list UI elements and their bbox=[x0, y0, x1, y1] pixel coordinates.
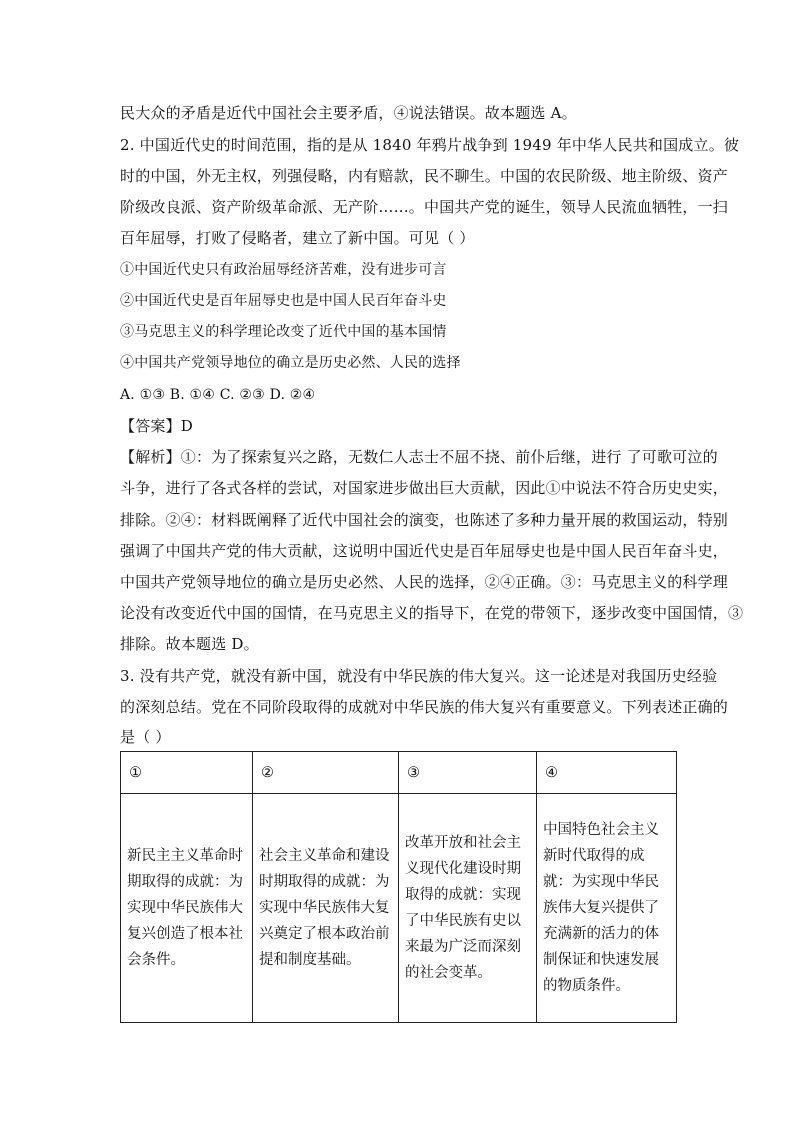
table-cell-3-text: 改革开放和社会主义现代化建设时期取得的成就：实现了中华民族有史以来最为广泛而深刻的社会变革。 bbox=[405, 835, 521, 981]
table-cell-3 bbox=[399, 794, 537, 1023]
question-3-stem-line-3: 是（ ） bbox=[120, 728, 171, 746]
options-table bbox=[120, 751, 677, 1023]
question-2-option-2: ②中国近代史是百年屈辱史也是中国人民百年奋斗史 bbox=[120, 293, 447, 309]
table-header-cell-2: ② bbox=[253, 752, 399, 794]
analysis-line-3: 排除。②④：材料既阐释了近代中国社会的演变，也陈述了多种力量开展的救国运动，特别 bbox=[120, 511, 729, 529]
question-2-option-1: ①中国近代史只有政治屈辱经济苦难，没有进步可言 bbox=[120, 262, 447, 278]
analysis-line-4: 强调了中国共产党的伟大贡献，这说明中国近代史是百年屈辱史也是中国人民百年奋斗史， bbox=[120, 542, 729, 560]
question-2-option-4: ④中国共产党领导地位的确立是历史必然、人民的选择 bbox=[120, 355, 461, 371]
table-cell-2-text: 社会主义革命和建设时期取得的成就：为实现中华民族伟大复兴奠定了根本政治前提和制度基础。 bbox=[259, 848, 390, 968]
question-2-answer: 【答案】D bbox=[120, 417, 194, 435]
question-2-stem-line-3: 阶级改良派、资产阶级革命派、无产阶……。中国共产党的诞生，领导人民流血牺牲，一扫 bbox=[120, 198, 729, 216]
analysis-line-1: 【解析】①：为了探索复兴之路，无数仁人志士不屈不挠、前仆后继，进行 了可歌可泣的 bbox=[120, 448, 718, 466]
question-2-stem-line-1: 2. 中国近代史的时间范围，指的是从 1840 年鸦片战争到 1949 年中华人民共和国成立。彼 bbox=[120, 136, 740, 154]
table-cell-2 bbox=[253, 794, 399, 1023]
table-header-cell-4: ④ bbox=[537, 752, 677, 794]
table-header-row bbox=[121, 752, 677, 794]
table-row bbox=[121, 794, 677, 1023]
analysis-line-5: 中国共产党领导地位的确立是历史必然、人民的选择，②④正确。③：马克思主义的科学理 bbox=[120, 573, 729, 591]
analysis-line-2: 斗争，进行了各式各样的尝试，对国家进步做出巨大贡献，因此①中说法不符合历史史实， bbox=[120, 479, 729, 497]
table-header-cell-1: ① bbox=[121, 752, 253, 794]
question-2-option-3: ③马克思主义的科学理论改变了近代中国的基本国情 bbox=[120, 324, 447, 340]
table-cell-1 bbox=[121, 794, 253, 1023]
question-2-stem-line-4: 百年屈辱，打败了侵略者，建立了新中国。可见（ ） bbox=[120, 229, 475, 247]
analysis-line-7: 排除。故本题选 D。 bbox=[120, 635, 259, 653]
question-2-choices: A. ①③ B. ①④ C. ②③ D. ②④ bbox=[120, 387, 316, 403]
table-header-cell-3: ③ bbox=[399, 752, 537, 794]
table-cell-4 bbox=[537, 794, 677, 1023]
question-3-stem-line-1: 3. 没有共产党，就没有新中国，就没有中华民族的伟大复兴。这一论述是对我国历史经验 bbox=[120, 667, 718, 685]
question-3-stem-line-2: 的深刻总结。党在不同阶段取得的成就对中华民族的伟大复兴有重要意义。下列表述正确的 bbox=[120, 698, 729, 716]
question-2-stem-line-2: 时的中国，外无主权，列强侵略，内有赔款，民不聊生。中国的农民阶级、地主阶级、资产 bbox=[120, 167, 729, 185]
table-cell-1-text: 新民主主义革命时期取得的成就：为实现中华民族伟大复兴创造了根本社会条件。 bbox=[127, 848, 243, 968]
text-line-1: 民大众的矛盾是近代中国社会主要矛盾，④说法错误。故本题选 A。 bbox=[120, 104, 577, 122]
analysis-line-6: 论没有改变近代中国的国情，在马克思主义的指导下，在党的带领下，逐步改变中国国情，③ bbox=[120, 604, 744, 622]
table-cell-4-text: 中国特色社会主义新时代取得的成就：为实现中华民族伟大复兴提供了充满新的活力的体制保证和快速发展的物质条件。 bbox=[543, 822, 659, 994]
